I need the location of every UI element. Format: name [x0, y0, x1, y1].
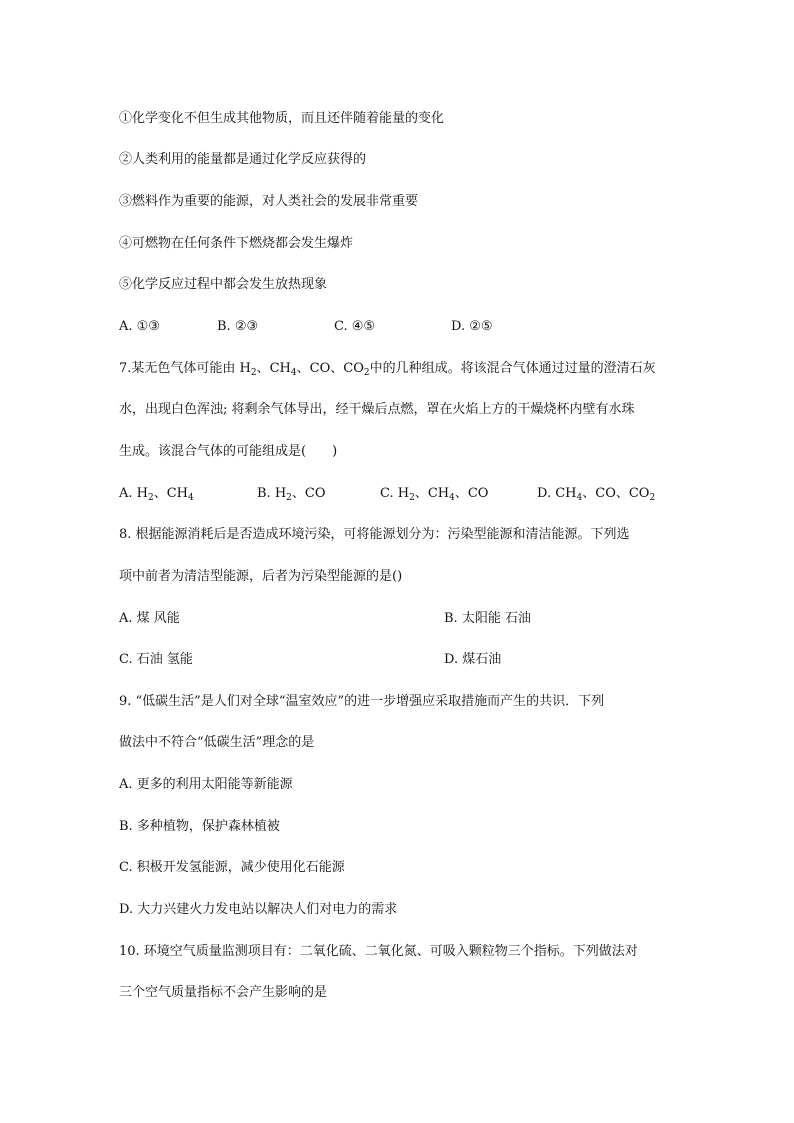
option-text: B. H	[257, 486, 287, 501]
q7-option-c	[380, 485, 488, 503]
q7-option-a	[119, 485, 194, 503]
q7-stem-line-1	[119, 360, 656, 378]
q8-option-a: A. 煤 风能	[119, 611, 180, 626]
q6-statement-2: ②人类利用的能量都是通过化学反应获得的	[119, 152, 367, 167]
subscript: 4	[576, 493, 583, 503]
option-text: 、CH	[153, 486, 189, 501]
q9-option-d: D. 大力兴建火力发电站以解决人们对电力的需求	[119, 902, 398, 917]
option-text: 、CO	[291, 486, 326, 501]
subscript: 4	[188, 493, 194, 503]
q7-stem-line-3: 生成。该混合气体的可能组成是( )	[119, 444, 338, 459]
option-text: 、CO	[454, 486, 489, 501]
q6-option-d: D. ②⑤	[451, 319, 493, 334]
q7-stem-text: 中的几种组成。将该混合气体通过过量的澄清石灰	[369, 361, 656, 376]
subscript: 2	[649, 493, 656, 503]
q8-option-b: B. 太阳能 石油	[444, 611, 531, 626]
q6-statement-1: ①化学变化不但生成其他物质，而且还伴随着能量的变化	[119, 111, 445, 126]
q6-option-c: C. ④⑤	[334, 319, 376, 334]
q9-stem-line-2: 做法中不符合“低碳生活”理念的是	[119, 735, 315, 750]
option-text: D. CH	[537, 486, 577, 501]
q9-option-c: C. 积极开发氢能源，减少使用化石能源	[119, 860, 345, 875]
q8-option-d: D. 煤石油	[444, 652, 502, 667]
q8-option-c: C. 石油 氢能	[119, 652, 193, 667]
subscript: 4	[290, 368, 297, 378]
option-text: C. H	[380, 486, 410, 501]
q6-statement-3: ③燃料作为重要的能源，对人类社会的发展非常重要	[119, 194, 419, 209]
q6-statement-5: ⑤化学反应过程中都会发生放热现象	[119, 277, 328, 292]
q9-option-b: B. 多种植物，保护森林植被	[119, 819, 280, 834]
q8-stem-line-2: 项中前者为清洁型能源，后者为污染型能源的是()	[119, 569, 403, 584]
q7-stem-text: 7.某无色气体可能由 H	[119, 361, 251, 376]
q7-option-b	[257, 485, 326, 503]
q7-stem-line-2: 水，出现白色浑浊; 将剩余气体导出，经干燥后点燃，罩在火焰上方的干燥烧杯内壁有水珠	[119, 402, 635, 417]
q8-stem-line-1: 8. 根据能源消耗后是否造成环境污染，可将能源划分为：污染型能源和清洁能源。下列选	[119, 527, 630, 542]
q7-stem-text: 、CO、CO	[296, 361, 364, 376]
q9-stem-line-1: 9. “低碳生活”是人们对全球“温室效应”的进一步增强应采取措施而产生的共识．下列	[119, 694, 605, 709]
option-text: A. H	[119, 486, 148, 501]
q7-stem-text: 、CH	[256, 361, 291, 376]
q6-option-b: B. ②③	[217, 319, 259, 334]
subscript: 2	[250, 368, 257, 378]
q10-stem-line-2: 三个空气质量指标不会产生影响的是	[119, 985, 328, 1000]
subscript: 2	[148, 493, 154, 503]
q6-option-a: A. ①③	[119, 319, 160, 334]
q10-stem-line-1: 10. 环境空气质量监测项目有：二氧化硫、二氧化氮、可吸入颗粒物三个指标。下列做法对	[119, 944, 638, 959]
option-text: 、CO、CO	[582, 486, 650, 501]
subscript: 2	[363, 368, 370, 378]
subscript: 2	[409, 493, 415, 503]
q7-option-d	[537, 485, 655, 503]
option-text: 、CH	[414, 486, 450, 501]
subscript: 4	[449, 493, 455, 503]
q9-option-a: A. 更多的利用太阳能等新能源	[119, 777, 293, 792]
subscript: 2	[286, 493, 292, 503]
q6-statement-4: ④可燃物在任何条件下燃烧都会发生爆炸	[119, 236, 354, 251]
